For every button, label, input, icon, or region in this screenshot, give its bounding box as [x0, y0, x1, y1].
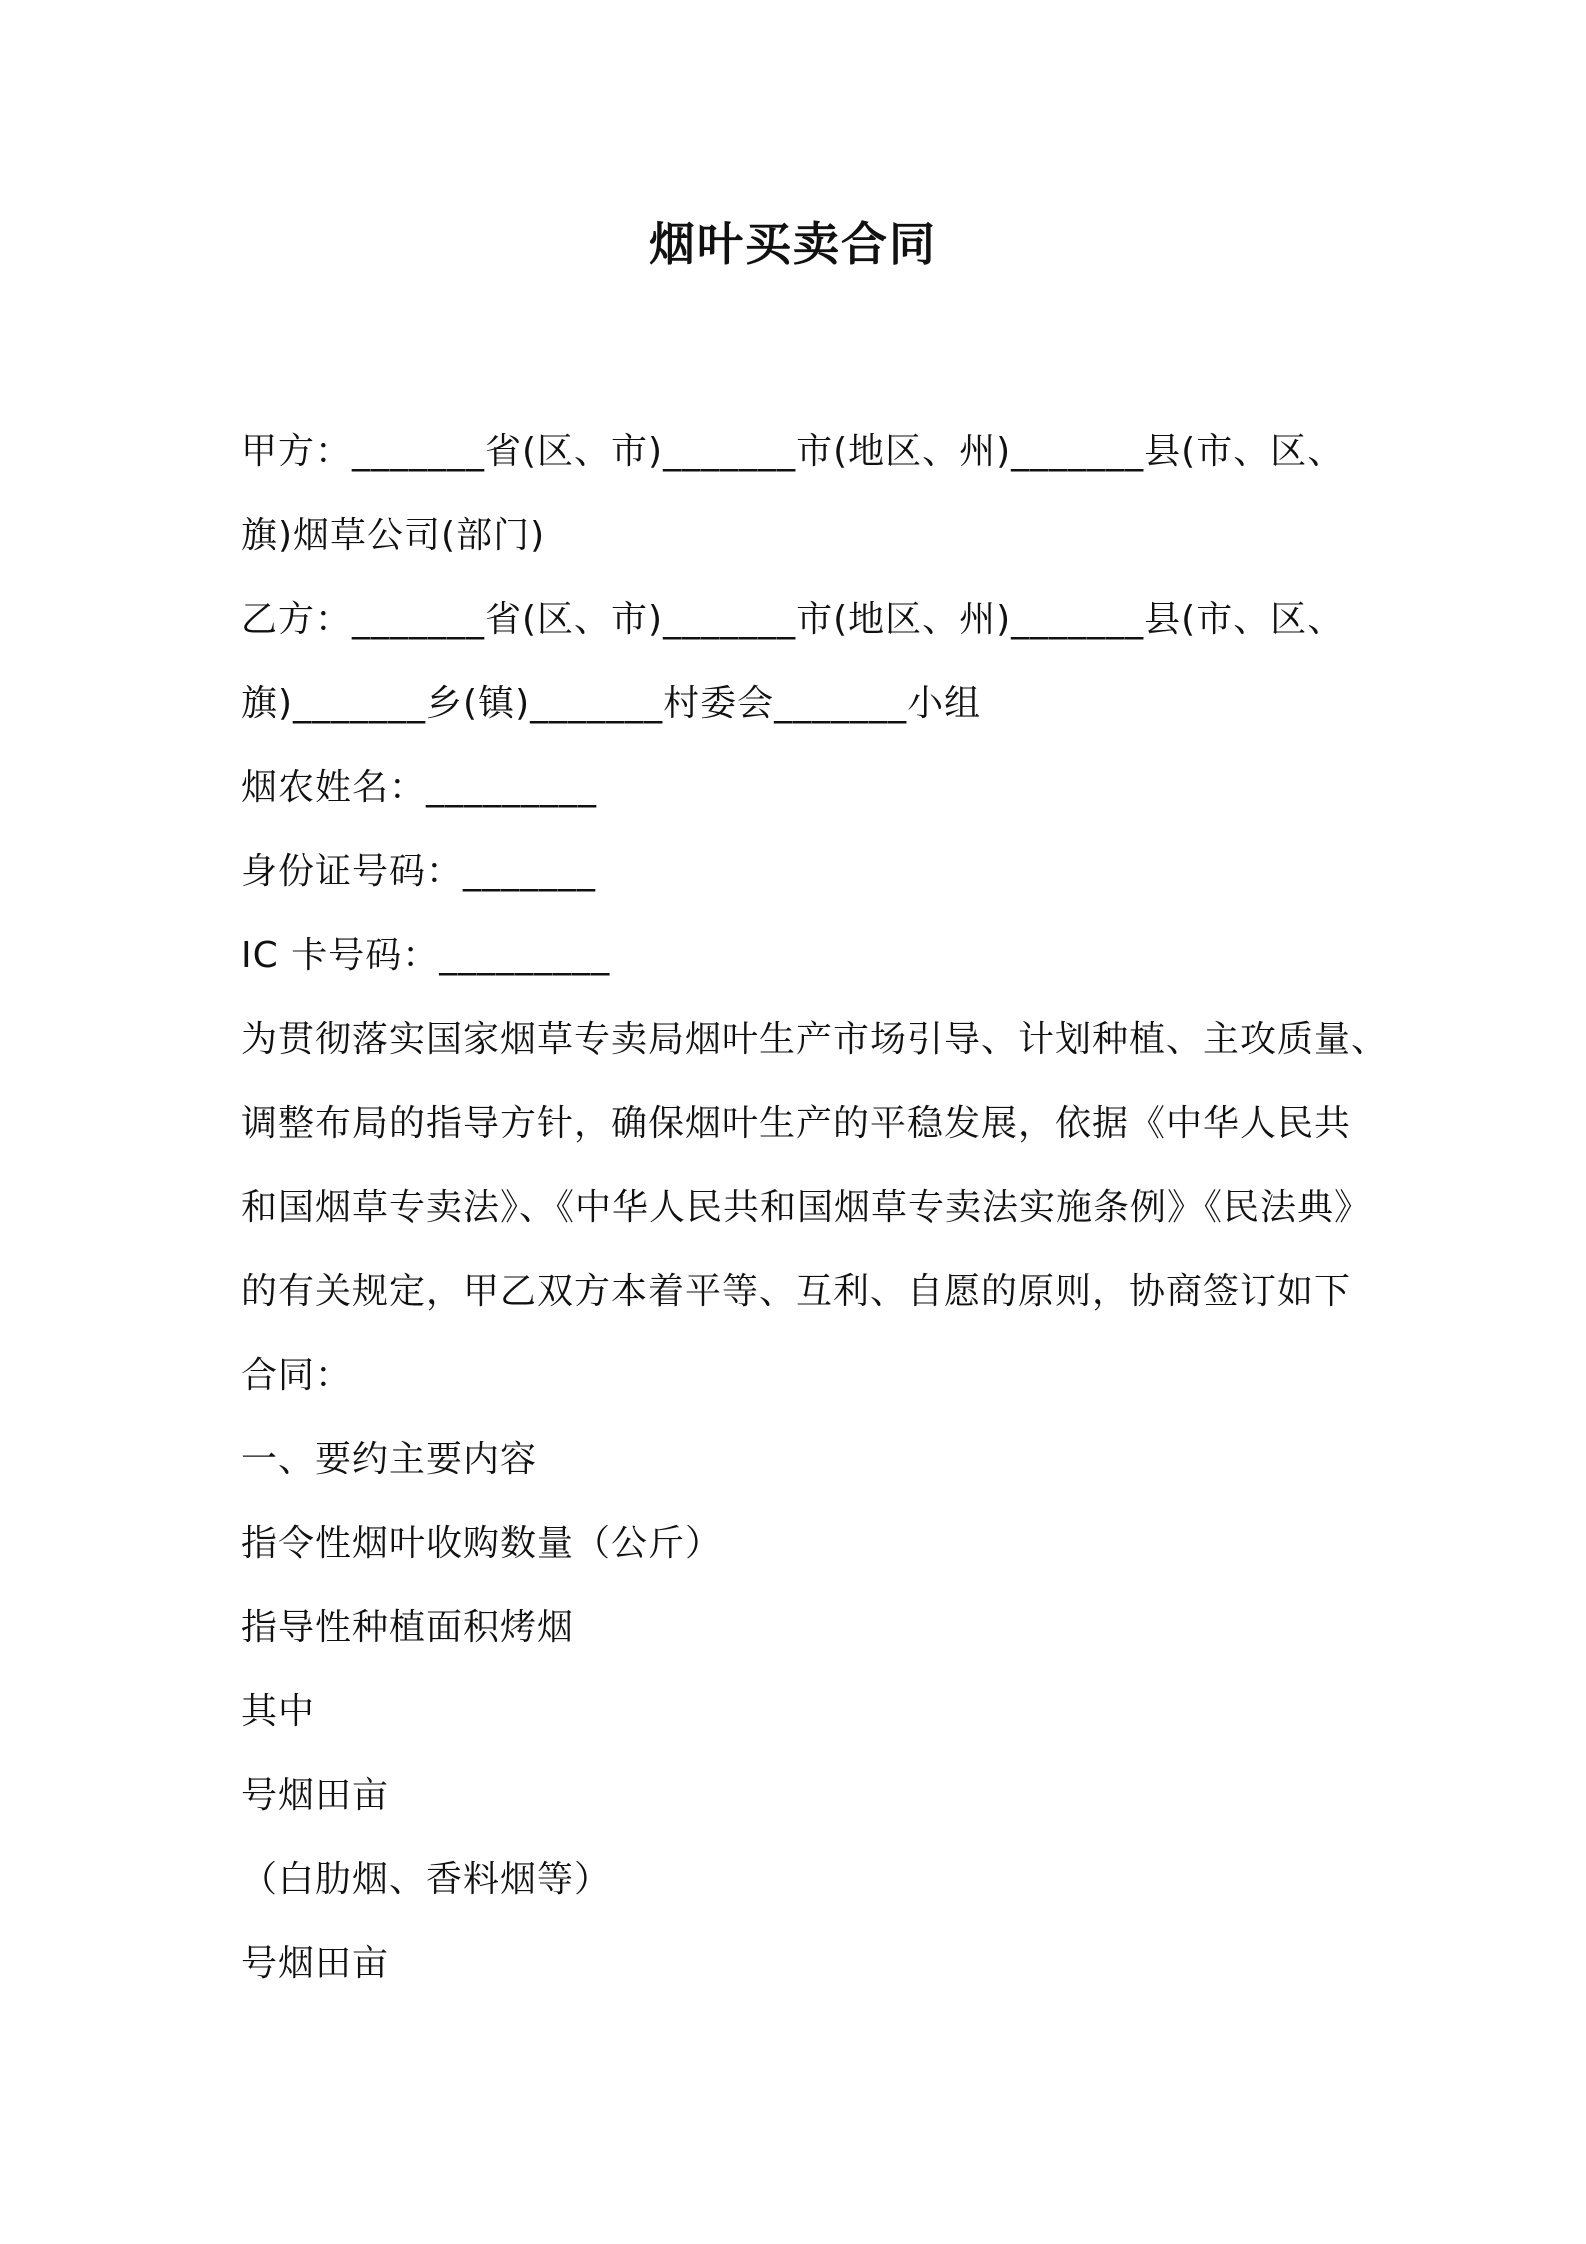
party-a-line-1: 甲方：_______省(区、市)_______市(地区、州)_______县(市、区、: [241, 431, 1345, 472]
party-b-line-2: 旗)_______乡(镇)_______村委会_______小组: [241, 683, 982, 724]
preamble-line-1: 为贯彻落实国家烟草专卖局烟叶生产市场引导、计划种植、主攻质量、: [241, 1019, 1389, 1060]
document-body: [241, 410, 1389, 2006]
section-line: 指导性种植面积烤烟: [241, 1607, 575, 1648]
preamble-line-2: 调整布局的指导方针，确保烟叶生产的平稳发展，依据《中华人民共: [241, 1103, 1352, 1144]
section-line: （白肋烟、香料烟等）: [241, 1859, 612, 1900]
party-b-line-1: 乙方：_______省(区、市)_______市(地区、州)_______县(市、区、: [241, 599, 1345, 640]
preamble-line-3: 和国烟草专卖法》、《中华人民共和国烟草专卖法实施条例》《民法典》: [241, 1187, 1372, 1228]
preamble-line-5: 合同：: [241, 1355, 353, 1396]
section-line: 号烟田亩: [241, 1775, 390, 1816]
party-a-line-2: 旗)烟草公司(部门): [241, 515, 546, 556]
section-line: 号烟田亩: [241, 1943, 390, 1984]
document-title: 烟叶买卖合同: [649, 217, 937, 271]
section-line: 其中: [241, 1691, 316, 1732]
farmer-name-line: 烟农姓名：_________: [241, 767, 598, 808]
section-line: 指令性烟叶收购数量（公斤）: [241, 1523, 723, 1564]
section-heading: 一、要约主要内容: [241, 1439, 538, 1480]
ic-card-line: IC 卡号码：_________: [241, 935, 611, 976]
id-number-line: 身份证号码：_______: [241, 851, 597, 892]
preamble-line-4: 的有关规定，甲乙双方本着平等、互利、自愿的原则，协商签订如下: [241, 1271, 1352, 1312]
